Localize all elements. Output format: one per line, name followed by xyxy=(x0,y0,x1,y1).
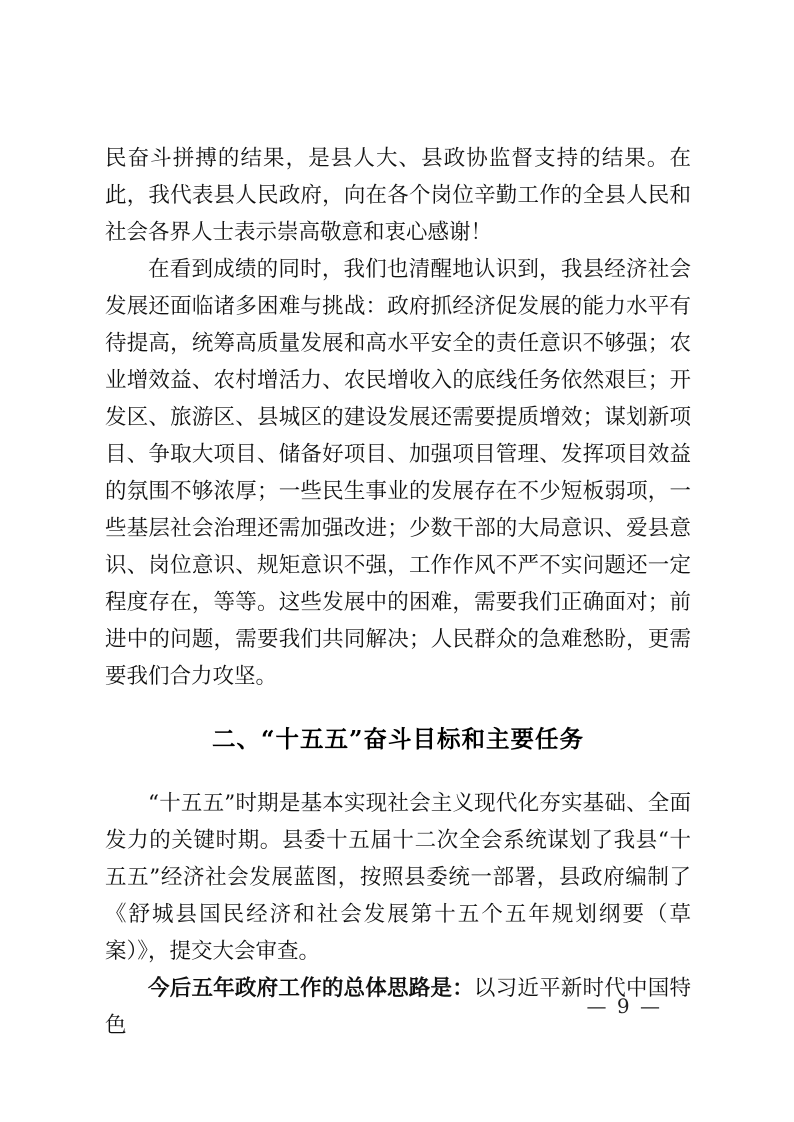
paragraph-continuation: 民奋斗拼搏的结果，是县人大、县政协监督支持的结果。在此，我代表县人民政府，向在各个岗位辛勤工作的全县人民和社会各界人士表示崇高敬意和衷心感谢！ xyxy=(105,146,691,245)
paragraph-challenges: 在看到成绩的同时，我们也清醒地认识到，我县经济社会发展还面临诸多困难与挑战：政府抓经济促发展的能力水平有待提高，统筹高质量发展和高水平安全的责任意识不够强；农业增效益、农村增活力、农民增收入的底线任务依然艰巨；开发区、旅游区、县城区的建设发展还需要提质增效；谋划新项目、争取大项目、储备好项目、加强项目管理、发挥项目效益的氛围不够浓厚；一些民生事业的发展存在不少短板弱项，一些基层社会治理还需加强改进；少数干部的大局意识、爱县意识、岗位意识、规矩意识不强，工作作风不严不实问题还一定程度存在，等等。这些发展中的困难，需要我们正确面对；前进中的问题，需要我们共同解决；人民群众的急难愁盼，更需要我们合力攻坚。 xyxy=(105,257,691,689)
paragraph-plan: “十五五”时期是基本实现社会主义现代化夯实基础、全面发力的关键时期。县委十五届十二次全会系统谋划了我县“十五五”经济社会发展蓝图，按照县委统一部署，县政府编制了《舒城县国民经济和社会发展第十五个五年规划纲要（草案）》，提交大会审查。 xyxy=(105,791,691,964)
paragraph-outlook-rest: 以习近平新时代中国特色 xyxy=(105,976,691,1038)
section-heading: 二、“十五五”奋斗目标和主要任务 xyxy=(211,725,585,753)
paragraph-outlook-bold-lead: 今后五年政府工作的总体思路是： xyxy=(148,976,474,1001)
page-body-text xyxy=(105,140,691,1044)
page-number: — 9 — xyxy=(586,994,662,1018)
